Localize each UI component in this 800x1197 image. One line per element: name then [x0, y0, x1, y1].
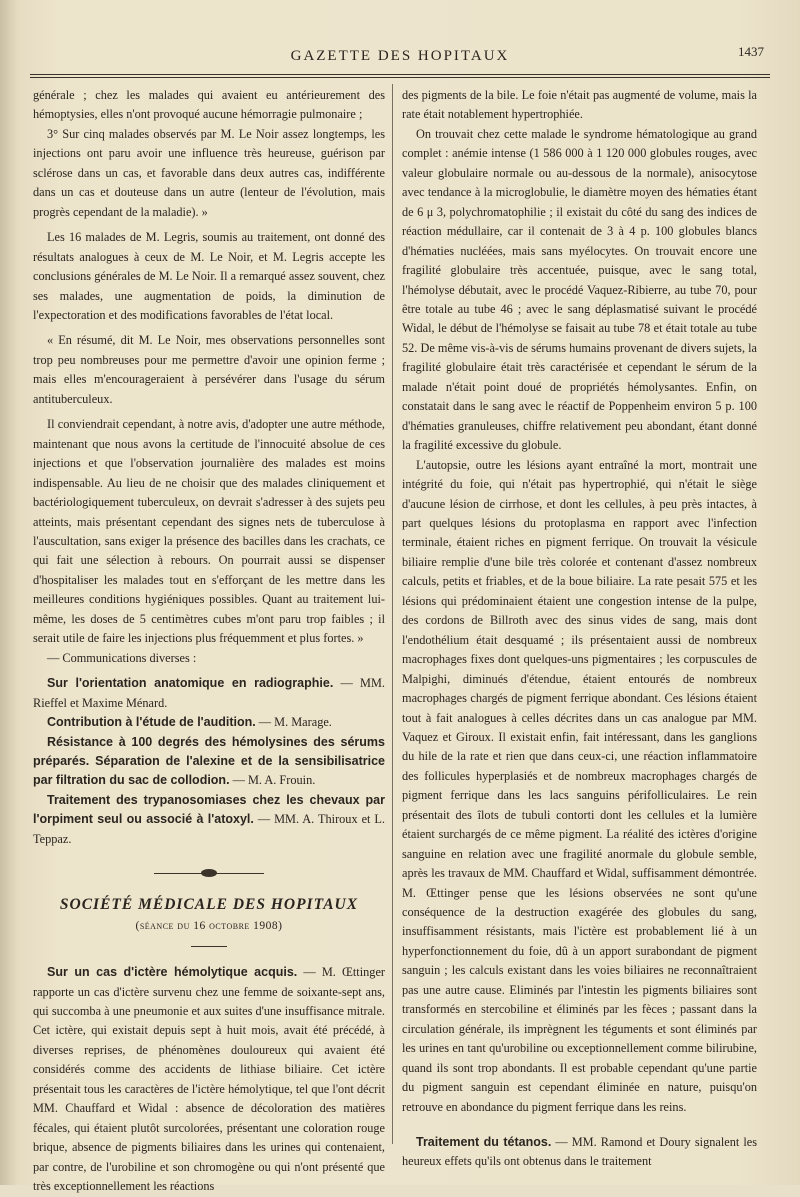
report-body: — MM. Ramond et Doury signalent les heureux effets qu'ils ont obtenus dans le traitement [402, 1135, 757, 1169]
communication-item [33, 733, 385, 791]
column-divider [392, 84, 393, 1144]
paragraph: L'autopsie, outre les lésions ayant entraîné la mort, montrait une intégrité du foie, qui n'était pas hypertrophié, qui n'était le siège d'aucune lésion de cirrhose, et dont les cellules, à peu près intactes, à part quelques lésions du protoplasma en rapport avec l'infection terminale, étaient riches en pigment ferrique. On trouvait la vésicule biliaire remplie d'une bile très colorée et contenant d'assez nombreux calculs, petits et friables, et de la boue biliaire. La rate pesait 575 et les lésions qui prédominaient étaient une congestion intense de la pulpe, des cordons de Billroth avec des sinus vides de sang, mais dont l'endothélium était desquamé ; ils présentaient aussi de nombreux macrophages fixes dont quelques-uns pigmentaires ; les corpuscules de Malpighi, diminués d'étendue, étaient entourés de nombreux macrophages chargés de pigment ferrique abondant. Ces lésions étaient tout à fait analogues à celles décrites dans un cas analogue par MM. Vaquez et Giroux. Il existait enfin, fait intéressant, dans les ganglions du hile de la rate et rien que dans ceux-ci, une réaction inflammatoire des follicules hyperplasiés et de nombreux macrophages chargés de pigment ferrique dans les lacs sanguins périfolliculaires. Le rein présentait des îlots de tubuli contorti dont les cellules et la lumière étaient surchargés de ce même pigment. La réalité des ictères d'origine sanguine en relation avec une fragilité anormale du globule semble, après les travaux de MM. Chauffard et Widal, suffisamment démontrée. M. Œttinger pense que les lésions observées ne sont qu'une conséquence de la destruction exagérée des globules du sang, insuffisamment résistants, mais l'ictère est probablement lié à un hyperfonctionnement du foie, dû à un apport surabondant de pigment sanguin ; les calculs existant dans les voies biliaires ne reconnaîtraient pas une autre cause. Eliminés par l'intestin les pigments biliaires sont transformés en stercobiline et éliminés par les fèces ; passant dans la circulation générale, ils imprègnent les téguments et sont éliminés par les urines en tant qu'urobiline ou exceptionnellement comme bilirubine, quand ils sont trop abondants. Il est probable cependant qu'une partie du pigment sanguin est cependant éliminée en nature, puisqu'on retrouve en abondance du pigment ferrique dans les reins. [402, 457, 757, 1114]
right-column [402, 86, 757, 1172]
communication-title: Contribution à l'étude de l'audition. [47, 715, 256, 730]
society-heading: SOCIÉTÉ MÉDICALE DES HOPITAUX [59, 896, 359, 914]
communication-authors: — MM. A. Thiroux et L. Teppaz. [33, 812, 385, 846]
communication-authors: — M. Marage. [255, 715, 332, 730]
paragraph: On trouvait chez cette malade le syndrome hématologique au grand complet : anémie intense (1 586 000 à 1 120 000 globules rouges, avec valeur globulaire normale ou au-dessous de la normale), anisocytose avec tendance à la microglobulie, le diamètre moyen des hématies étant de 6 μ 3, polychromatophilie ; il existait du côté du sang des indices de réaction médullaire, car il contenait de 3 à 4 p. 100 globules blancs d'hématies nucléées, mais sans myélocytes. On trouvait encore une fragilité globulaire très accentuée, puisque, avec le sang total, l'hémolyse débutait, avec le procédé Vaquez-Ribierre, au tube 70, pour être totale au tube 46 ; avec le sang déplasmatisé suivant le procédé Widal, le début de l'hémolyse se faisait au tube 78 et était totale au tube 52. De même vis-à-vis de sérums humains provenant de divers sujets, la fragilité globulaire était très caractérisée et cependant le sérum de la malade n'était point doué de propriétés hémolysantes. Enfin, on constatait dans le sang avec le réactif de Poppenheim environ 5 p. 100 d'hématies granuleuses, chiffre relativement peu abondant, étant donné la fragilité excessive du globule. [402, 126, 757, 453]
communication-title: Sur l'orientation anatomique en radiographie. [47, 676, 334, 691]
short-divider [191, 946, 227, 947]
paragraph: Il conviendrait cependant, à notre avis, d'adopter une autre méthode, maintenant que nous avons la certitude de l'innocuité absolue de ces injections et que l'observation journalière des malades est moins indispensable. Au lieu de ne choisir que des malades cliniquement et bactériologiquement tuberculeux, on devrait s'adresser à des sujets peu atteints, mais présentant cependant des signes nets de tuberculose à l'auscultation, sans exiger la présence des bacilles dans les crachats, ce qui fait une sélection à rebours. On pourrait aussi se dispenser d'hospitaliser les malades tout en s'efforçant de les mettre dans les meilleures conditions hygiéniques possibles. Quant au traitement lui-même, les doses de 5 centimètres cubes m'ont paru trop faibles ; il serait utile de faire les injections plus fréquemment et plus fortes. » [33, 417, 385, 646]
communication-item [33, 791, 385, 849]
report-body: — M. Œttinger rapporte un cas d'ictère survenu chez une femme de soixante-sept ans, qui succomba à une pneumonie et aux suites d'une insuffisance mitrale. Cet ictère, qui existait depuis sept à huit mois, avait été précédé, à diverses reprises, de phénomènes douloureux qui avaient été considérés comme des accidents de lithiase biliaire. Cet ictère présentait tous les caractères de l'ictère hémolytique, tel que l'ont décrit MM. Chauffard et Widal : absence de décoloration des matières fécales, qui étaient plutôt surcolorées, présentant une coloration rouge brique, absence de pigments biliaires dans les urines qui contenaient, par contre, de l'urobiline et son chromogène ou qui n'ont présenté que très exceptionnellement les réactions [33, 965, 385, 1194]
left-column [33, 86, 385, 1197]
session-date: (séance du 16 octobre 1908) [135, 919, 283, 932]
communication-item [33, 674, 385, 713]
paragraph: générale ; chez les malades qui avaient eu antérieurement des hémoptysies, elles n'ont provoqué aucune hémorragie pulmonaire ; [33, 88, 385, 122]
communication-title: Résistance à 100 degrés des hémolysines des sérums préparés. Séparation de l'alexine et de la sensibilisatrice par filtration du sac de collodion. [33, 734, 385, 788]
communication-item [33, 713, 385, 732]
communication-title: Traitement des trypanosomiases chez les chevaux par l'orpiment seul ou associé à l'atoxyl. [33, 792, 385, 827]
report-title: Traitement du tétanos. [416, 1135, 552, 1150]
header-rule-top [30, 74, 770, 75]
report-paragraph [33, 963, 385, 1196]
communications-heading: — Communications diverses : [47, 650, 197, 665]
paragraph: des pigments de la bile. Le foie n'était pas augmenté de volume, mais la rate était notablement hypertrophiée. [402, 88, 757, 122]
paragraph: 3° Sur cinq malades observés par M. Le Noir assez longtemps, les injections ont paru avoir une influence très heureuse, guérison par sclérose dans un cas, et favorable dans deux autres cas, indifférente dans un cas et douteuse dans un autre (lenteur de l'évolution, mais progrès cependant de la maladie). » [33, 126, 385, 219]
communication-authors: — MM. Rieffel et Maxime Ménard. [33, 676, 385, 710]
report-paragraph [402, 1133, 757, 1172]
header-rule-bottom [30, 77, 770, 78]
journal-title: GAZETTE DES HOPITAUX [290, 48, 510, 64]
section-ornament [154, 869, 264, 877]
paragraph: « En résumé, dit M. Le Noir, mes observations personnelles sont trop peu nombreuses pour me permettre d'avoir une opinion ferme ; mais elles m'encourageraient à persévérer dans l'usage du sérum antituberculeux. [33, 333, 385, 406]
page-header [30, 42, 770, 72]
report-title: Sur un cas d'ictère hémolytique acquis. [47, 965, 298, 980]
paragraph: Les 16 malades de M. Legris, soumis au traitement, ont donné des résultats analogues à ceux de M. Le Noir, et M. Legris accepte les conclusions générales de M. Le Noir. Il a remarqué assez souvent, chez ses malades, une augmentation de poids, la diminution de l'expectoration et des modifications favorables de l'état local. [33, 230, 385, 322]
page-number: 1437 [738, 44, 764, 59]
communication-authors: — M. A. Frouin. [229, 773, 316, 788]
